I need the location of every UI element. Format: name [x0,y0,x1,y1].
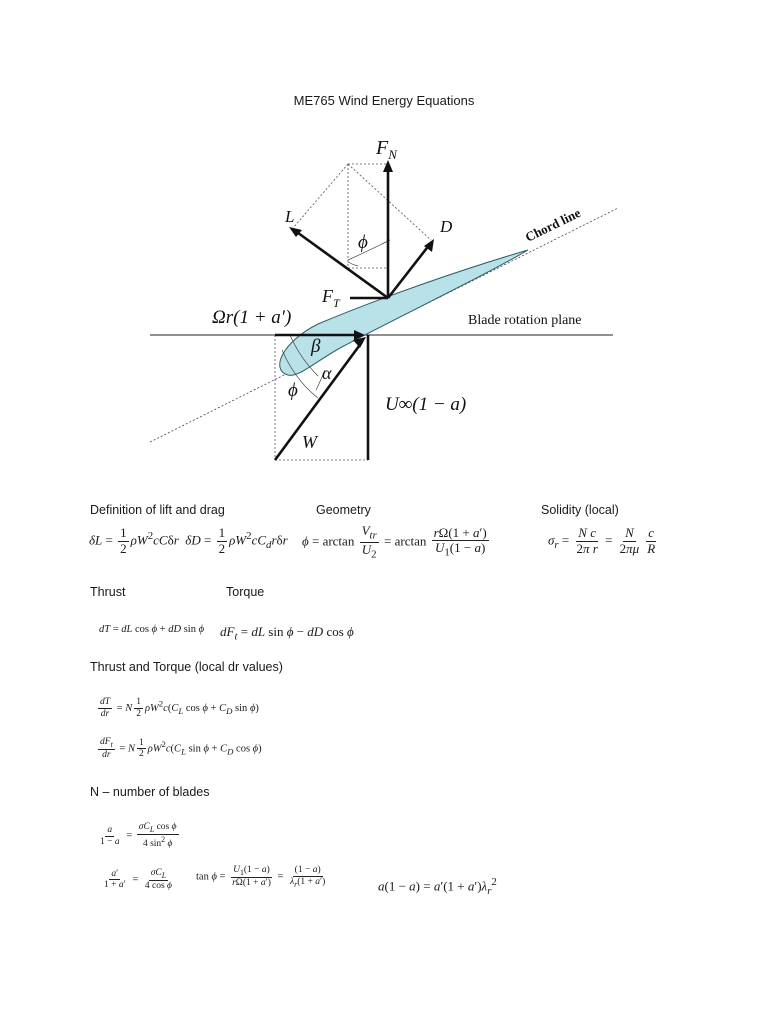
local-heading: Thrust and Torque (local dr values) [90,660,283,674]
thrust-equation: dT = dL cos ϕ + dD sin ϕ [99,624,205,635]
thrust-heading: Thrust [90,585,126,599]
beta-label: β [311,336,321,357]
chord-label: Chord line [522,205,583,245]
drag-label: D [440,217,453,236]
blades-note: N – number of blades [90,785,210,799]
ft-label: $F_T$ [322,286,340,310]
solidity-heading: Solidity (local) [541,503,619,517]
induction-relation-equation: $a(1 - a) = a'(1 + a')\lambda_r^2$ [378,876,497,897]
phi-arc-top [348,262,358,266]
plane-label: Blade rotation plane [468,313,582,328]
fn-label: $F_N$ [376,137,397,162]
solidity-equation: $\sigma_r$ = $\frac{\text{N c}}{\text{2π r}}$ = $\frac{N}{2\pi\mu}$ $\frac{c}{R}$ [548,525,656,556]
tangential-induction-equation: $\frac{a'}{1 + a'}$ = $\frac{\sigma C_L}{\text{4 cos ϕ}}$ [104,868,172,891]
w-label: W [302,432,317,452]
geometry-equation: ϕ = arctan $\frac{V_{tr}}{U_2}$ = arctan $\frac{r\Omega(1 + a')}{U_1(1 - a)}$ [302,523,487,561]
lift-drag-heading: Definition of lift and drag [90,503,225,517]
rot-speed-label: Ωr(1 + a′) [212,307,292,328]
local-torque-equation: $\frac{dF_t}{dr}$ = N $\frac{1}{2}$ $\rho W^2c(C_L$ $\sin \phi + C_D$ cos ϕ) [100,737,262,760]
phi-top-label: ϕ [358,232,368,253]
axial-induction-equation: $\frac{a}{1 - a}$ = $\frac{\sigma C_L \cos \phi}{4 \sin^2 \phi}$ [100,822,177,850]
alpha-label: α [322,363,332,383]
geometry-heading: Geometry [316,503,371,517]
phi-bottom-label: ϕ [288,380,298,401]
lift-label: L [285,207,295,226]
wind-speed-label: U∞(1 − a) [385,394,467,415]
tan-phi-equation: tan ϕ = $\frac{U_1(1 - a)}{r\Omega(1 + a')}$ = $\frac{(1 - a)}{\lambda_r(1 + a')}$ [196,865,326,889]
lift-vector [294,230,388,298]
blade-element-diagram [0,130,768,470]
torque-heading: Torque [226,585,265,599]
torque-equation: $dF_t$ = dL sin ϕ − dD cos ϕ [220,624,354,643]
lift-drag-equation: δL = $\frac{1}{2}$ $\rho W^2cC\delta r$ δD = $\frac{1}{2}$ $\rho W^2cC_dr\delta r$ [89,525,288,556]
local-thrust-equation: $\frac{dT}{dr}$ = N $\frac{1}{2}$ $\rho W^2c(C_L$ $\cos \phi + C_D$ sin ϕ) [100,697,259,719]
page-title: ME765 Wind Energy Equations [293,93,475,108]
